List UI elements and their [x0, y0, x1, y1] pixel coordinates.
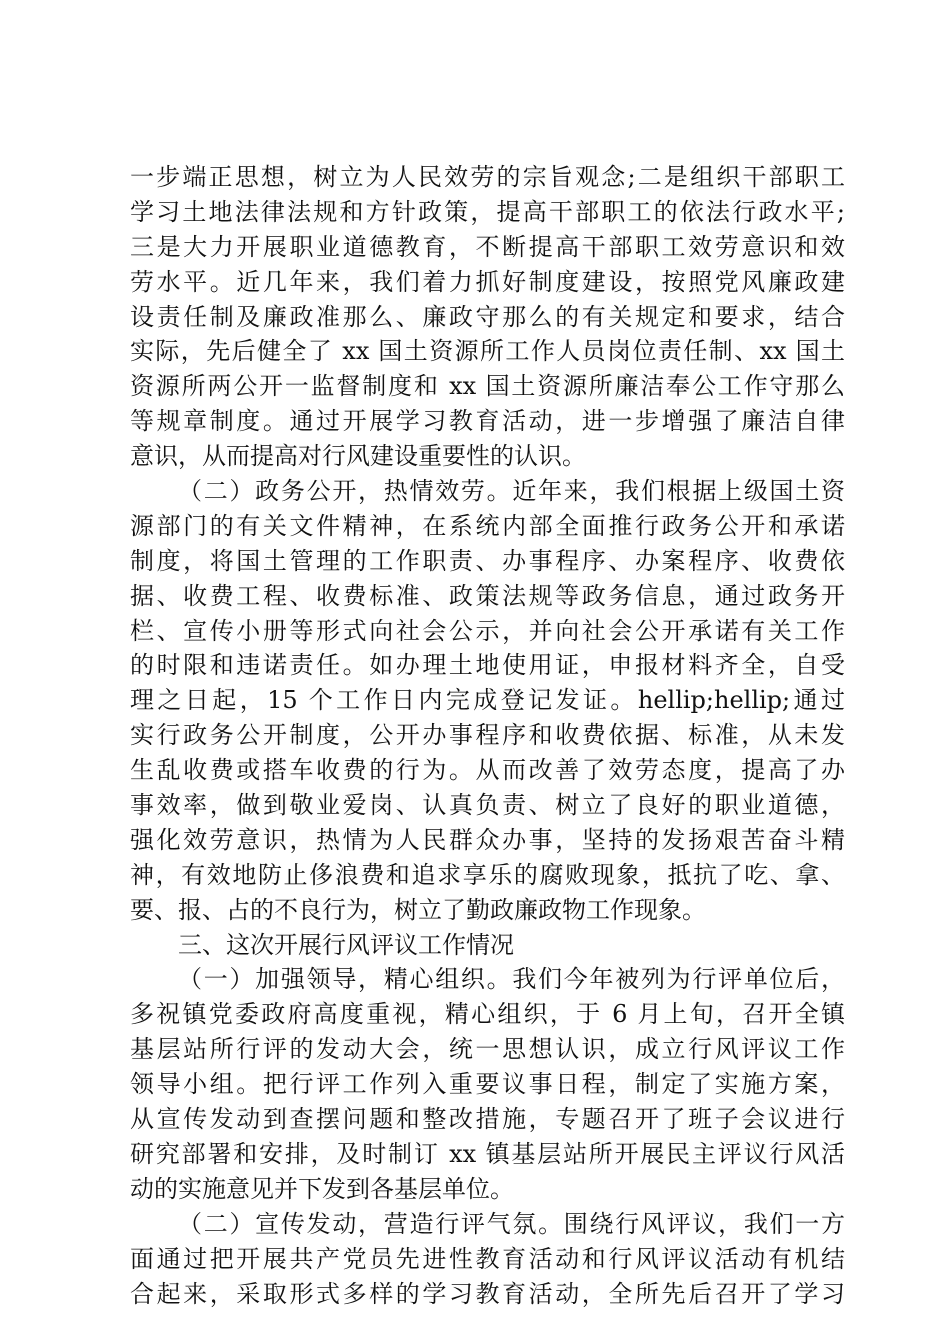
document-line: 基层站所行评的发动大会，统一思想认识，成立行风评议工作	[130, 1035, 845, 1064]
document-line: 意识，从而提高对行风建设重要性的认识。	[130, 442, 586, 471]
document-line: 生乱收费或搭车收费的行为。从而改善了效劳态度，提高了办	[130, 756, 845, 785]
document-line: 实行政务公开制度，公开办事程序和收费依据、标准，从未发	[130, 721, 845, 750]
document-line: 据、收费工程、收费标准、政策法规等政务信息，通过政务开	[130, 581, 845, 610]
document-line: 多祝镇党委政府高度重视，精心组织，于 6 月上旬，召开全镇	[130, 1000, 845, 1029]
document-line: 三是大力开展职业道德教育，不断提高干部职工效劳意识和效	[130, 232, 845, 261]
document-line: 从宣传发动到查摆问题和整改措施，专题召开了班子会议进行	[130, 1105, 845, 1134]
document-line: 三、这次开展行风评议工作情况	[178, 930, 514, 959]
document-line: 制度，将国土管理的工作职责、办事程序、办案程序、收费依	[130, 546, 845, 575]
document-line: 理之日起，15 个工作日内完成登记发证。hellip;hellip;通过	[130, 686, 845, 715]
document-line: （二）宣传发动，营造行评气氛。围绕行风评议，我们一方	[178, 1209, 845, 1238]
document-line: 一步端正思想，树立为人民效劳的宗旨观念;二是组织干部职工	[130, 163, 845, 191]
document-line: 事效率，做到敬业爱岗、认真负责、树立了良好的职业道德，	[130, 791, 845, 820]
document-line: 等规章制度。通过开展学习教育活动，进一步增强了廉洁自律	[130, 407, 845, 436]
document-line: 领导小组。把行评工作列入重要议事日程，制定了实施方案，	[130, 1070, 845, 1099]
document-line: 研究部署和安排，及时制订 xx 镇基层站所开展民主评议行风活	[130, 1139, 845, 1168]
document-line: 动的实施意见并下发到各基层单位。	[130, 1174, 514, 1203]
document-body	[130, 160, 845, 1311]
document-line: 资源所两公开一监督制度和 xx 国土资源所廉洁奉公工作守那么	[130, 372, 845, 401]
document-line: （二）政务公开，热情效劳。近年来，我们根据上级国土资	[178, 477, 845, 506]
document-line: （一）加强领导，精心组织。我们今年被列为行评单位后，	[178, 965, 845, 994]
document-line: 要、报、占的不良行为，树立了勤政廉政物工作现象。	[130, 895, 706, 924]
document-line: 源部门的有关文件精神，在系统内部全面推行政务公开和承诺	[130, 511, 845, 540]
document-line: 合起来，采取形式多样的学习教育活动，全所先后召开了学习	[130, 1279, 845, 1308]
document-line: 面通过把开展共产党员先进性教育活动和行风评议活动有机结	[130, 1244, 845, 1273]
document-line: 学习土地法律法规和方针政策，提高干部职工的依法行政水平;	[130, 197, 845, 226]
document-line: 神，有效地防止侈浪费和追求享乐的腐败现象，抵抗了吃、拿、	[130, 860, 845, 889]
document-line: 的时限和违诺责任。如办理土地使用证，申报材料齐全，自受	[130, 651, 845, 680]
document-line: 强化效劳意识，热情为人民群众办事，坚持的发扬艰苦奋斗精	[130, 825, 845, 854]
document-line: 实际，先后健全了 xx 国土资源所工作人员岗位责任制、xx 国土	[130, 337, 845, 366]
document-line: 劳水平。近几年来，我们着力抓好制度建设，按照党风廉政建	[130, 267, 845, 296]
document-line: 栏、宣传小册等形式向社会公示，并向社会公开承诺有关工作	[130, 616, 845, 645]
document-line: 设责任制及廉政准那么、廉政守那么的有关规定和要求，结合	[130, 302, 845, 331]
